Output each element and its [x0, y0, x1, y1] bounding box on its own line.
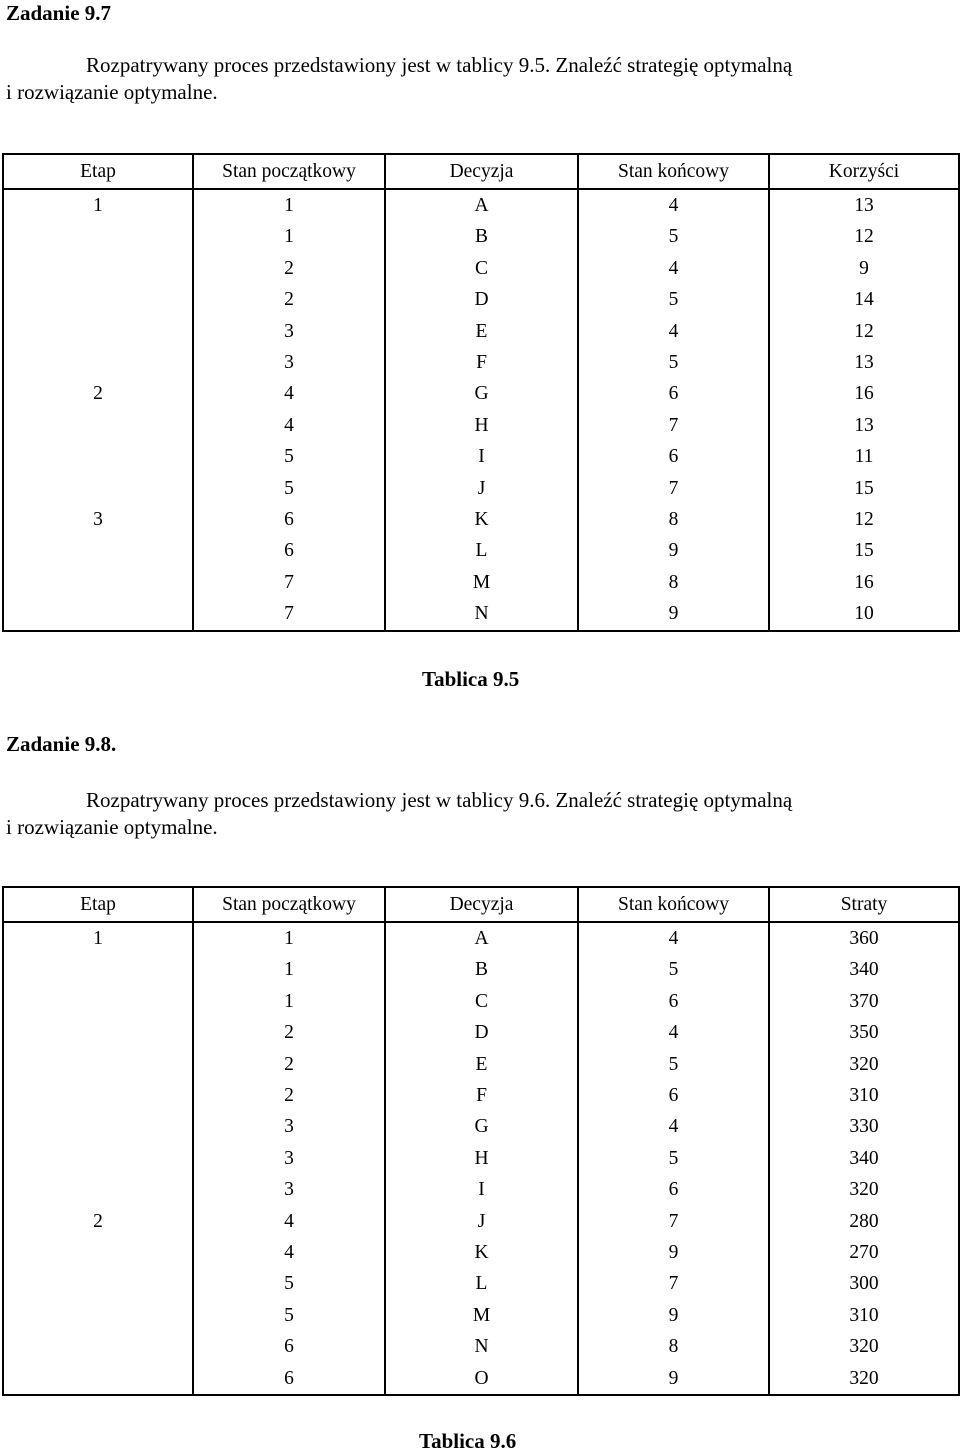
- table-cell: K: [385, 504, 578, 535]
- table-cell: [3, 1080, 193, 1111]
- table-cell: 6: [578, 378, 769, 409]
- table-row: [3, 1174, 959, 1205]
- table-cell: 2: [193, 1017, 385, 1048]
- table-cell: 6: [193, 1363, 385, 1395]
- table-cell: N: [385, 598, 578, 630]
- column-header: Stan początkowy: [193, 887, 385, 922]
- table-cell: 6: [193, 504, 385, 535]
- table-cell: 1: [193, 954, 385, 985]
- table-cell: C: [385, 253, 578, 284]
- table-caption: Tablica 9.5: [422, 667, 520, 691]
- table-cell: 8: [578, 1331, 769, 1362]
- table-cell: L: [385, 535, 578, 566]
- table-cell: 7: [578, 473, 769, 504]
- table-cell: 15: [769, 473, 959, 504]
- table-cell: 4: [578, 253, 769, 284]
- table-cell: 5: [578, 347, 769, 378]
- table-cell: [3, 1363, 193, 1395]
- table-cell: 5: [193, 1300, 385, 1331]
- table-cell: A: [385, 189, 578, 221]
- column-header: Stan końcowy: [578, 887, 769, 922]
- table-cell: 3: [193, 1143, 385, 1174]
- table-cell: [3, 347, 193, 378]
- column-header: Korzyści: [769, 154, 959, 189]
- table-cell: 6: [578, 1080, 769, 1111]
- table-cell: [3, 1049, 193, 1080]
- table-cell: [3, 567, 193, 598]
- table-cell: D: [385, 284, 578, 315]
- table-cell: K: [385, 1237, 578, 1268]
- table-cell: 9: [578, 1363, 769, 1395]
- table-cell: F: [385, 347, 578, 378]
- table-row: [3, 189, 959, 221]
- table-row: [3, 567, 959, 598]
- table-cell: 1: [193, 221, 385, 252]
- table-cell: 13: [769, 347, 959, 378]
- column-header: Stan początkowy: [193, 154, 385, 189]
- table-cell: 8: [578, 567, 769, 598]
- table-cell: 7: [193, 567, 385, 598]
- table-cell: 310: [769, 1300, 959, 1331]
- table-cell: [3, 1111, 193, 1142]
- table-cell: 14: [769, 284, 959, 315]
- table-cell: 3: [193, 1174, 385, 1205]
- table-cell: [3, 1268, 193, 1299]
- table-header-row: [3, 154, 959, 189]
- table-row: [3, 441, 959, 472]
- task-description-line: Rozpatrywany proces przedstawiony jest w tablicy 9.6. Znaleźć strategię optymalną: [86, 788, 793, 812]
- table-cell: 3: [193, 347, 385, 378]
- table-cell: 310: [769, 1080, 959, 1111]
- table-cell: [3, 410, 193, 441]
- table-cell: 5: [193, 441, 385, 472]
- table-cell: E: [385, 316, 578, 347]
- table-cell: 12: [769, 504, 959, 535]
- table-row: [3, 347, 959, 378]
- table-cell: 320: [769, 1049, 959, 1080]
- table-cell: 4: [193, 410, 385, 441]
- table-cell: 15: [769, 535, 959, 566]
- table-cell: M: [385, 1300, 578, 1331]
- process-table: [2, 886, 960, 1396]
- column-header: Stan końcowy: [578, 154, 769, 189]
- table-row: [3, 1049, 959, 1080]
- table-cell: 6: [193, 535, 385, 566]
- table-row: [3, 954, 959, 985]
- table-cell: G: [385, 378, 578, 409]
- table-cell: 9: [578, 1300, 769, 1331]
- table-cell: [3, 316, 193, 347]
- table-row: [3, 598, 959, 630]
- table-cell: G: [385, 1111, 578, 1142]
- table-row: [3, 986, 959, 1017]
- task-description-line: i rozwiązanie optymalne.: [6, 80, 218, 104]
- table-cell: L: [385, 1268, 578, 1299]
- table-row: [3, 922, 959, 954]
- table-cell: 13: [769, 410, 959, 441]
- table-row: [3, 316, 959, 347]
- table-cell: 4: [578, 189, 769, 221]
- table-row: [3, 1206, 959, 1237]
- table-row: [3, 1017, 959, 1048]
- table-cell: 6: [578, 986, 769, 1017]
- table-cell: 320: [769, 1174, 959, 1205]
- table-cell: E: [385, 1049, 578, 1080]
- task-heading: Zadanie 9.7: [6, 1, 112, 25]
- table-cell: 5: [578, 284, 769, 315]
- table-cell: 10: [769, 598, 959, 630]
- table-cell: 4: [578, 1111, 769, 1142]
- table-cell: I: [385, 1174, 578, 1205]
- table-cell: 300: [769, 1268, 959, 1299]
- table-cell: 7: [193, 598, 385, 630]
- table-cell: 4: [193, 378, 385, 409]
- table-cell: 5: [578, 1049, 769, 1080]
- table-cell: 6: [193, 1331, 385, 1362]
- table-cell: 7: [578, 1206, 769, 1237]
- table-cell: 320: [769, 1363, 959, 1395]
- table-cell: [3, 1237, 193, 1268]
- table-row: [3, 284, 959, 315]
- table-cell: 8: [578, 504, 769, 535]
- table-cell: [3, 473, 193, 504]
- table-cell: 1: [3, 922, 193, 954]
- table-row: [3, 1300, 959, 1331]
- table-cell: 370: [769, 986, 959, 1017]
- table-cell: D: [385, 1017, 578, 1048]
- task-description-line: i rozwiązanie optymalne.: [6, 815, 218, 839]
- table-cell: 16: [769, 378, 959, 409]
- table-cell: 6: [578, 1174, 769, 1205]
- process-table: [2, 153, 960, 632]
- table-cell: 270: [769, 1237, 959, 1268]
- table-cell: O: [385, 1363, 578, 1395]
- table-row: [3, 221, 959, 252]
- table-cell: B: [385, 954, 578, 985]
- table-row: [3, 1080, 959, 1111]
- table-cell: N: [385, 1331, 578, 1362]
- table-cell: 9: [769, 253, 959, 284]
- table-row: [3, 1143, 959, 1174]
- table-cell: 2: [193, 253, 385, 284]
- table-cell: 340: [769, 1143, 959, 1174]
- table-cell: J: [385, 1206, 578, 1237]
- table-cell: I: [385, 441, 578, 472]
- table-cell: [3, 1174, 193, 1205]
- table-cell: 11: [769, 441, 959, 472]
- table-row: [3, 1237, 959, 1268]
- table-cell: 1: [3, 189, 193, 221]
- table-row: [3, 1268, 959, 1299]
- table-row: [3, 504, 959, 535]
- task-heading: Zadanie 9.8.: [6, 732, 117, 756]
- table-cell: 7: [578, 1268, 769, 1299]
- table-cell: C: [385, 986, 578, 1017]
- table-cell: [3, 441, 193, 472]
- table-cell: 12: [769, 316, 959, 347]
- table-cell: 5: [578, 1143, 769, 1174]
- table-cell: 360: [769, 922, 959, 954]
- table-cell: 9: [578, 535, 769, 566]
- table-cell: 330: [769, 1111, 959, 1142]
- table-cell: [3, 221, 193, 252]
- table-cell: 2: [193, 1080, 385, 1111]
- table-cell: 7: [578, 410, 769, 441]
- table-cell: [3, 253, 193, 284]
- column-header: Etap: [3, 154, 193, 189]
- table-cell: F: [385, 1080, 578, 1111]
- table-cell: 5: [578, 954, 769, 985]
- column-header: Straty: [769, 887, 959, 922]
- table-cell: [3, 284, 193, 315]
- table-cell: 2: [193, 1049, 385, 1080]
- table-cell: [3, 954, 193, 985]
- table-cell: [3, 986, 193, 1017]
- table-cell: 2: [3, 378, 193, 409]
- table-cell: 5: [193, 473, 385, 504]
- table-row: [3, 378, 959, 409]
- table-header-row: [3, 887, 959, 922]
- table-cell: 4: [193, 1237, 385, 1268]
- table-cell: A: [385, 922, 578, 954]
- table-cell: 12: [769, 221, 959, 252]
- table-cell: 1: [193, 189, 385, 221]
- table-cell: 3: [193, 316, 385, 347]
- table-cell: 350: [769, 1017, 959, 1048]
- table-cell: [3, 535, 193, 566]
- table-cell: 9: [578, 598, 769, 630]
- table-cell: H: [385, 1143, 578, 1174]
- table-cell: B: [385, 221, 578, 252]
- table-row: [3, 253, 959, 284]
- table-cell: 5: [578, 221, 769, 252]
- column-header: Etap: [3, 887, 193, 922]
- table-cell: 4: [578, 316, 769, 347]
- table-caption: Tablica 9.6: [419, 1429, 517, 1453]
- table-row: [3, 1331, 959, 1362]
- table-cell: [3, 1017, 193, 1048]
- table-cell: [3, 1143, 193, 1174]
- table-cell: 1: [193, 922, 385, 954]
- column-header: Decyzja: [385, 154, 578, 189]
- table-row: [3, 473, 959, 504]
- table-cell: 340: [769, 954, 959, 985]
- table-cell: 1: [193, 986, 385, 1017]
- task-description-line: Rozpatrywany proces przedstawiony jest w tablicy 9.5. Znaleźć strategię optymalną: [86, 53, 793, 77]
- table-cell: J: [385, 473, 578, 504]
- column-header: Decyzja: [385, 887, 578, 922]
- table-cell: 2: [3, 1206, 193, 1237]
- table-cell: [3, 1331, 193, 1362]
- table-row: [3, 1363, 959, 1395]
- table-cell: [3, 598, 193, 630]
- table-cell: M: [385, 567, 578, 598]
- table-cell: 4: [578, 1017, 769, 1048]
- table-cell: 16: [769, 567, 959, 598]
- table-cell: 9: [578, 1237, 769, 1268]
- table-cell: [3, 1300, 193, 1331]
- table-cell: H: [385, 410, 578, 441]
- table-cell: 13: [769, 189, 959, 221]
- table-cell: 2: [193, 284, 385, 315]
- table-cell: 3: [3, 504, 193, 535]
- table-row: [3, 535, 959, 566]
- table-row: [3, 1111, 959, 1142]
- table-cell: 320: [769, 1331, 959, 1362]
- table-cell: 4: [578, 922, 769, 954]
- table-row: [3, 410, 959, 441]
- table-cell: 3: [193, 1111, 385, 1142]
- table-cell: 6: [578, 441, 769, 472]
- table-cell: 5: [193, 1268, 385, 1299]
- table-cell: 4: [193, 1206, 385, 1237]
- table-cell: 280: [769, 1206, 959, 1237]
